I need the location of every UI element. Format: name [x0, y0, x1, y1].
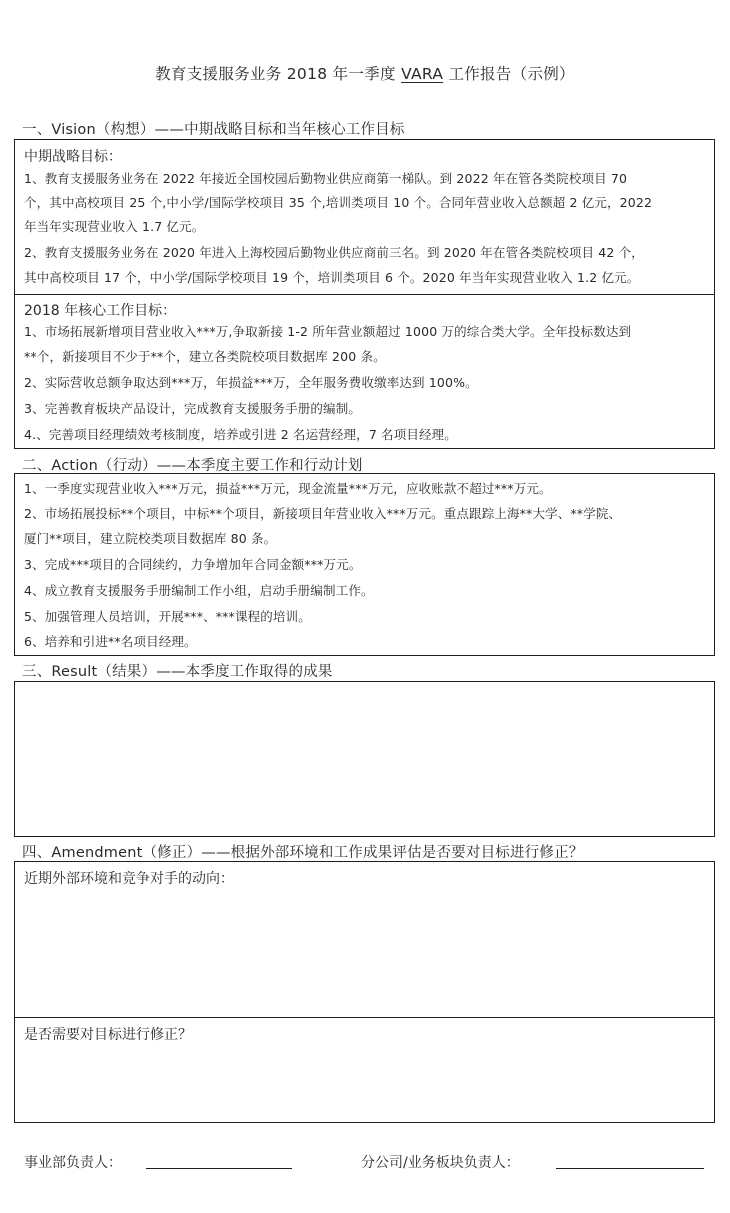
branch-head-signature-line[interactable] [556, 1168, 704, 1169]
title-underlined: VARA [401, 65, 444, 83]
action-line: 2、市场拓展投标**个项目，中标**个项目，新接项目年营业收入***万元。重点跟踪上海**大学、**学院、 [24, 506, 622, 521]
vision-heading: 一、Vision（构想）——中期战略目标和当年核心工作目标 [22, 122, 405, 138]
action-heading: 二、Action（行动）——本季度主要工作和行动计划 [22, 458, 363, 474]
core-goal-line: 1、市场拓展新增项目营业收入***万,争取新接 1-2 所年营业额超过 1000 万的综合类大学。全年投标数达到 [24, 324, 632, 339]
action-line: 5、加强管理人员培训，开展***、***课程的培训。 [24, 609, 311, 624]
action-line: 1、一季度实现营业收入***万元，损益***万元，现金流量***万元，应收账款不超过***万元。 [24, 481, 552, 496]
action-line: 4、成立教育支援服务手册编制工作小组，启动手册编制工作。 [24, 583, 374, 598]
core-goal-line: 3、完善教育板块产品设计，完成教育支援服务手册的编制。 [24, 401, 362, 416]
core-goal-line: **个，新接项目不少于**个，建立各类院校项目数据库 200 条。 [24, 349, 386, 364]
result-box[interactable] [14, 681, 715, 837]
core-goals-label: 2018 年核心工作目标： [24, 303, 177, 319]
mid-term-line: 2、教育支援服务业务在 2020 年进入上海校园后勤物业供应商前三名。到 2020 年在管各类院校项目 42 个， [24, 245, 644, 260]
mid-term-line: 年当年实现营业收入 1.7 亿元。 [24, 219, 205, 234]
action-line: 3、完成***项目的合同续约，力争增加年合同金额***万元。 [24, 557, 362, 572]
mid-term-line: 1、教育支援服务业务在 2022 年接近全国校园后勤物业供应商第一梯队。到 2022 年在管各类院校项目 70 [24, 171, 628, 186]
action-line: 厦门**项目，建立院校类项目数据库 80 条。 [24, 531, 277, 546]
title-prefix: 教育支援服务业务 2018 年一季度 [155, 65, 402, 83]
revise-goals-label: 是否需要对目标进行修正？ [24, 1027, 192, 1043]
branch-head-label: 分公司/业务板块负责人： [361, 1155, 520, 1171]
core-goal-line: 2、实际营收总额争取达到***万，年损益***万，全年服务费收缴率达到 100%。 [24, 375, 478, 390]
result-heading: 三、Result（结果）——本季度工作取得的成果 [22, 664, 333, 680]
action-line: 6、培养和引进**名项目经理。 [24, 634, 197, 649]
recent-environment-label: 近期外部环境和竞争对手的动向： [24, 871, 234, 887]
mid-term-goals-label: 中期战略目标： [24, 149, 122, 165]
mid-term-line: 个，其中高校项目 25 个,中小学/国际学校项目 35 个,培训类项目 10 个。合同年营业收入总额超 2 亿元，2022 [24, 195, 653, 210]
title-suffix: 工作报告（示例） [443, 65, 575, 83]
division-head-label: 事业部负责人： [24, 1155, 122, 1171]
report-title [0, 62, 730, 84]
core-goal-line: 4.、完善项目经理绩效考核制度，培养或引进 2 名运营经理，7 名项目经理。 [24, 427, 457, 442]
division-head-signature-line[interactable] [146, 1168, 292, 1169]
amendment-heading: 四、Amendment（修正）——根据外部环境和工作成果评估是否要对目标进行修正？ [22, 845, 584, 861]
mid-term-line: 其中高校项目 17 个，中小学/国际学校项目 19 个，培训类项目 6 个。2020 年当年实现营业收入 1.2 亿元。 [24, 270, 640, 285]
